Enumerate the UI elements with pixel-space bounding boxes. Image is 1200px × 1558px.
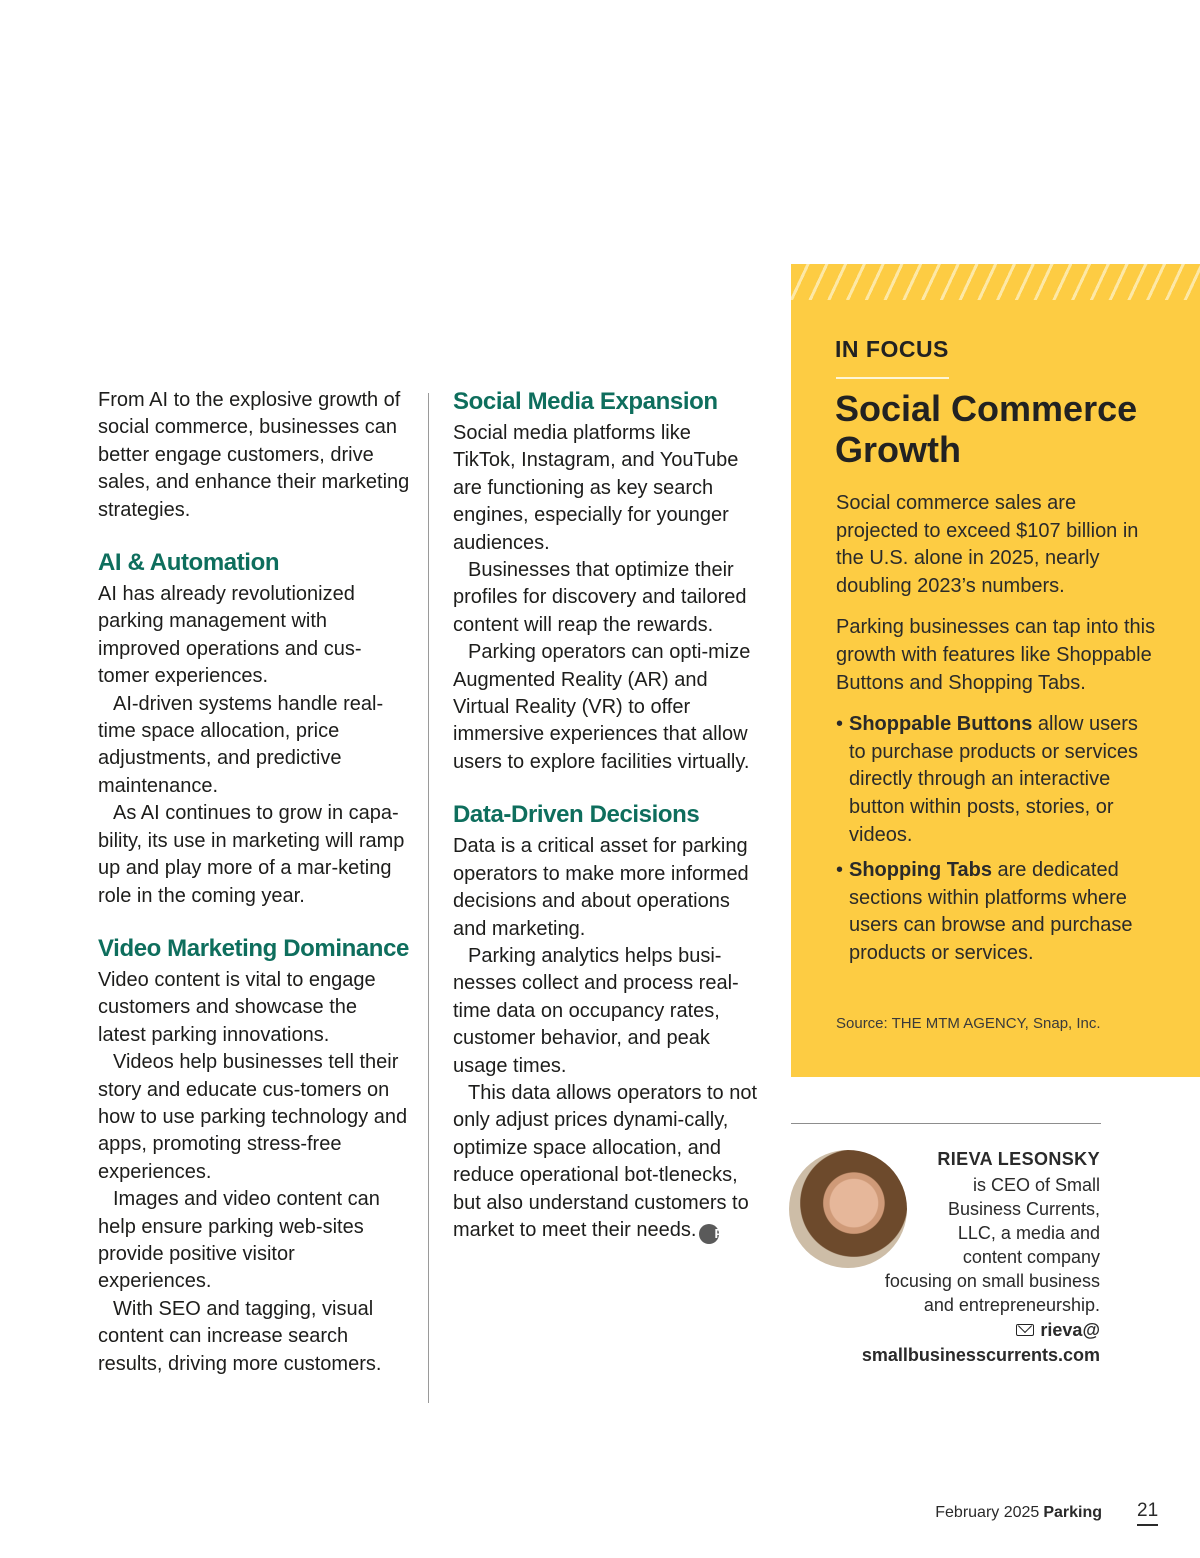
- body-paragraph: Parking analytics helps busi-nesses collect and process real-time data on occupancy rates, customer behavior, and peak usage times.: [453, 944, 739, 1077]
- section-heading-social-media: Social Media Expansion: [453, 388, 718, 415]
- sidebar-body: [836, 490, 1156, 976]
- end-mark-icon: P: [699, 1224, 719, 1244]
- body-paragraph: As AI continues to grow in capa-bility, its use in marketing will ramp up and play more of a mar-keting role in the coming year.: [98, 802, 405, 907]
- author-bio-line: and entrepreneurship.: [923, 1295, 1100, 1315]
- list-item: [836, 857, 1156, 967]
- bullet-term: Shopping Tabs: [849, 859, 992, 882]
- body-paragraph: Video content is vital to engage customers and showcase the latest parking innovations.: [98, 968, 376, 1046]
- author-divider: [791, 1123, 1101, 1124]
- bullet-text: allow users to purchase products or services directly through an interactive button within posts, stories, or videos.: [849, 713, 1139, 846]
- bullet-icon: •: [836, 713, 844, 736]
- body-paragraph: With SEO and tagging, visual content can increase search results, driving more customers.: [98, 1297, 382, 1375]
- section-heading-data-driven: Data-Driven Decisions: [453, 801, 700, 829]
- magazine-name: Parking: [1043, 1504, 1102, 1521]
- body-paragraph-final: [453, 1080, 758, 1244]
- email-line-1: rieva@: [1040, 1320, 1100, 1340]
- body-paragraph: Data is a critical asset for parking operators to make more informed decisions and about operations and marketing.: [453, 835, 749, 940]
- bullet-icon: •: [836, 859, 844, 882]
- body-paragraph: AI-driven systems handle real-time space allocation, price adjustments, and predictive maintenance.: [98, 692, 384, 797]
- column-divider: [428, 393, 429, 1403]
- list-item: [836, 711, 1156, 849]
- stripe-band: [791, 264, 1200, 300]
- body-paragraph: Businesses that optimize their profiles for discovery and tailored content will reap the rewards.: [453, 559, 747, 636]
- author-bio-line: content company: [962, 1247, 1100, 1267]
- sidebar-title: Social Commerce Growth: [835, 388, 1138, 470]
- author-bio-line: focusing on small business: [884, 1271, 1100, 1291]
- final-paragraph-text: This data allows operators to not only adjust prices dynami-cally, optimize space allocation, and reduce operational bot-tlenecks, but also understand customers to market to meet their needs.: [453, 1081, 758, 1241]
- author-bio-line: LLC, a media and: [957, 1223, 1100, 1243]
- section-heading-ai-automation: AI & Automation: [98, 549, 280, 577]
- body-paragraph: Videos help businesses tell their story and educate cus-tomers on how to use parking technology and apps, promoting stress-free experiences.: [98, 1051, 408, 1183]
- body-paragraph: Social media platforms like TikTok, Instagram, and YouTube are functioning as key search engines, especially for younger audiences.: [453, 422, 739, 554]
- author-bio-block: [840, 1147, 1100, 1367]
- author-bio-line: is CEO of Small: [972, 1175, 1100, 1195]
- kicker-rule: [836, 377, 949, 379]
- bullet-text: are dedicated sections within platforms where users can browse and purchase products or services.: [849, 859, 1133, 964]
- article-column-left: [98, 387, 410, 1378]
- intro-paragraph: From AI to the explosive growth of social commerce, businesses can better engage customers, drive sales, and enhance their marketing strategies.: [98, 389, 410, 521]
- sidebar-bullet-list: [836, 711, 1156, 967]
- body-paragraph: Parking operators can opti-mize Augmented Reality (AR) and Virtual Reality (VR) to offer immersive experiences that allow users to explore facilities virtually.: [453, 641, 751, 773]
- sidebar-paragraph: Parking businesses can tap into this growth with features like Shoppable Buttons and Shopping Tabs.: [836, 616, 1156, 694]
- issue-date: February 2025: [935, 1504, 1040, 1521]
- body-paragraph: Images and video content can help ensure parking web-sites provide positive visitor experiences.: [98, 1188, 380, 1293]
- article-column-middle: [453, 387, 758, 1244]
- body-paragraph: AI has already revolutionized parking management with improved operations and cus-tomer experiences.: [98, 583, 362, 688]
- author-name: RIEVA LESONSKY: [937, 1149, 1100, 1169]
- in-focus-sidebar: [791, 264, 1200, 1077]
- author-bio-line: Business Currents,: [947, 1199, 1100, 1219]
- author-email-domain[interactable]: smallbusinesscurrents.com: [861, 1345, 1100, 1365]
- mail-icon: [1016, 1324, 1034, 1336]
- sidebar-source: Source: THE MTM AGENCY, Snap, Inc.: [836, 1015, 1101, 1032]
- section-heading-video-marketing: Video Marketing Dominance: [98, 934, 409, 962]
- bullet-term: Shoppable Buttons: [849, 713, 1033, 736]
- author-email-link[interactable]: [840, 1318, 1100, 1342]
- sidebar-kicker: IN FOCUS: [835, 336, 949, 362]
- page-footer: [935, 1504, 1102, 1522]
- sidebar-paragraph: Social commerce sales are projected to exceed $107 billion in the U.S. alone in 2025, nearly doubling 2023’s numbers.: [836, 492, 1139, 597]
- page-number: 21: [1137, 1500, 1158, 1526]
